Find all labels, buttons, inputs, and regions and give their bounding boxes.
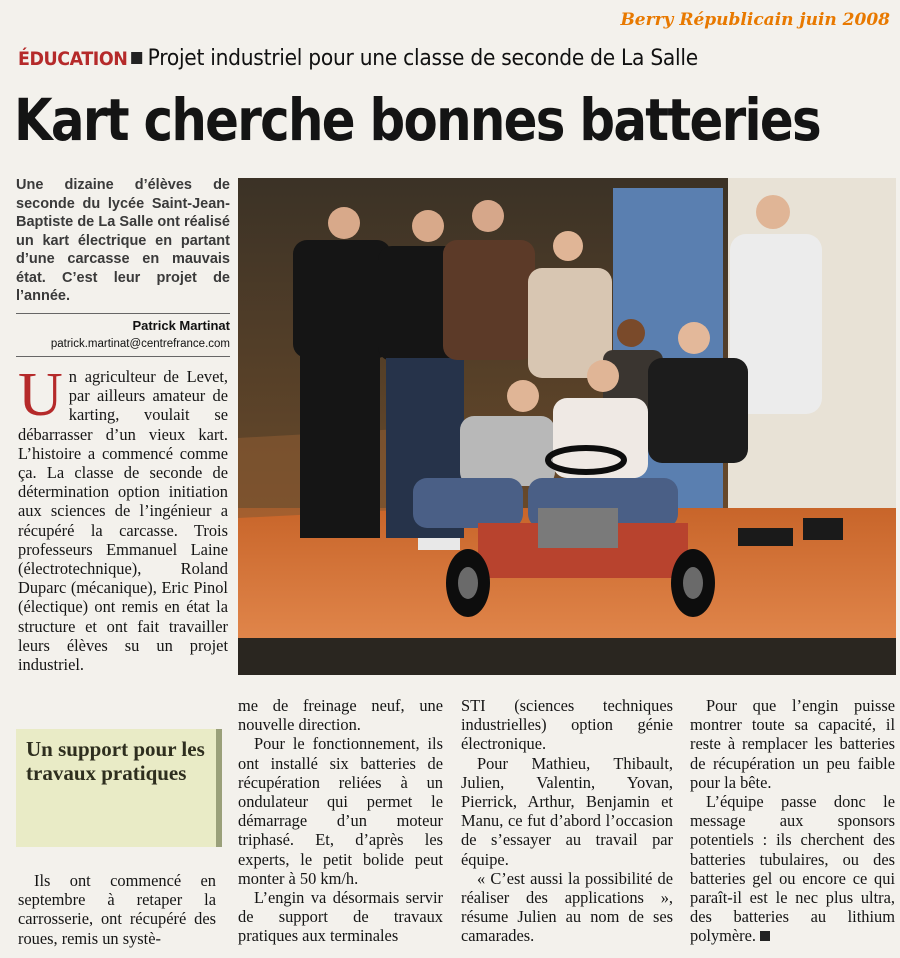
paragraph-brakes: me de freinage neuf, une nouvelle direction. [238,696,443,735]
paragraph-work: Ils ont commencé en septembre à retaper la carrosserie, ont récupéré des roues, remis un systè- [18,871,216,948]
author-divider-bottom [16,356,230,357]
kicker [18,44,818,74]
paragraph-sponsors [690,792,895,946]
article-column-1-continued [18,871,216,948]
subheading-box [16,729,222,847]
section-tag: ÉDUCATION [18,48,128,70]
kicker-text: Projet industriel pour une classe de seconde de La Salle [147,46,698,71]
drop-cap: U [18,361,63,429]
paragraph-intro: n agriculteur de Levet, par ailleurs amateur de karting, voulait se débarrasser d’un vieux kart. L’histoire a commencé comme ça. La classe de seconde de détermination option initiation aux sciences de l’ingénieur a récupéré la carcasse. Trois professeurs Emmanuel Laine (électrotechnique), Roland Duparc (mécanique), Eric Pinol (électique) ont remis en état la structure et ont fait travailler leurs élèves su un projet industriel. [18,367,228,675]
paragraph-sponsors-text: L’équipe passe donc le message aux sponsors potentiels : ils cherchent des batteries tubulaires, ou des batteries gel ou encore ce qui paraît-il est le nec plus ultra, des batteries au lithium polymère. [690,792,895,946]
article-column-4 [690,696,895,946]
paragraph-team: Pour Mathieu, Thibault, Julien, Valentin, Yovan, Pierrick, Arthur, Benjamin et Manu, ce fut d’abord l’occasion de s’essayer au travail par équipe. [461,753,673,869]
paragraph-batteries: Pour le fonctionnement, ils ont installé six batteries de récupération reliées à un ondulateur qui permet le démarrage d’un moteur triphasé. Et, d’après les experts, le petit bolide peut monter à 50 km/h. [238,734,443,888]
article-column-1 [18,361,228,675]
lead-paragraph: Une dizaine d’élèves de seconde du lycée Saint-Jean-Baptiste de La Salle ont réalisé un kart électrique en partant d’une carcasse en mauvais état. C’est leur projet de l’année. [16,177,230,304]
team-photo [238,178,896,675]
paragraph-quote: « C’est aussi la possibilité de réaliser des applications », résume Julien au nom de ses camarades. [461,868,673,946]
article-column-3 [461,696,673,946]
source-label: Berry Républicain juin 2008 [620,10,890,30]
article-column-2 [238,696,443,946]
paragraph-capacity: Pour que l’engin puisse montrer toute sa capacité, il reste à remplacer les batteries de récupération un peu faible pour la bête. [690,696,895,792]
subheading: Un support pour les travaux pratiques [26,737,205,785]
headline: Kart cherche bonnes batteries [14,86,821,154]
author-divider [16,313,230,314]
team-photo-illustration [238,178,896,675]
end-mark-icon [760,931,770,941]
paragraph-sti: STI (sciences techniques industrielles) option génie électronique. [461,696,673,754]
square-bullet-icon [131,52,142,64]
author-name: Patrick Martinat [132,318,230,333]
author-email: patrick.martinat@centrefrance.com [50,338,230,350]
paragraph-support: L’engin va désormais servir de support de travaux pratiques aux terminales [238,888,443,946]
